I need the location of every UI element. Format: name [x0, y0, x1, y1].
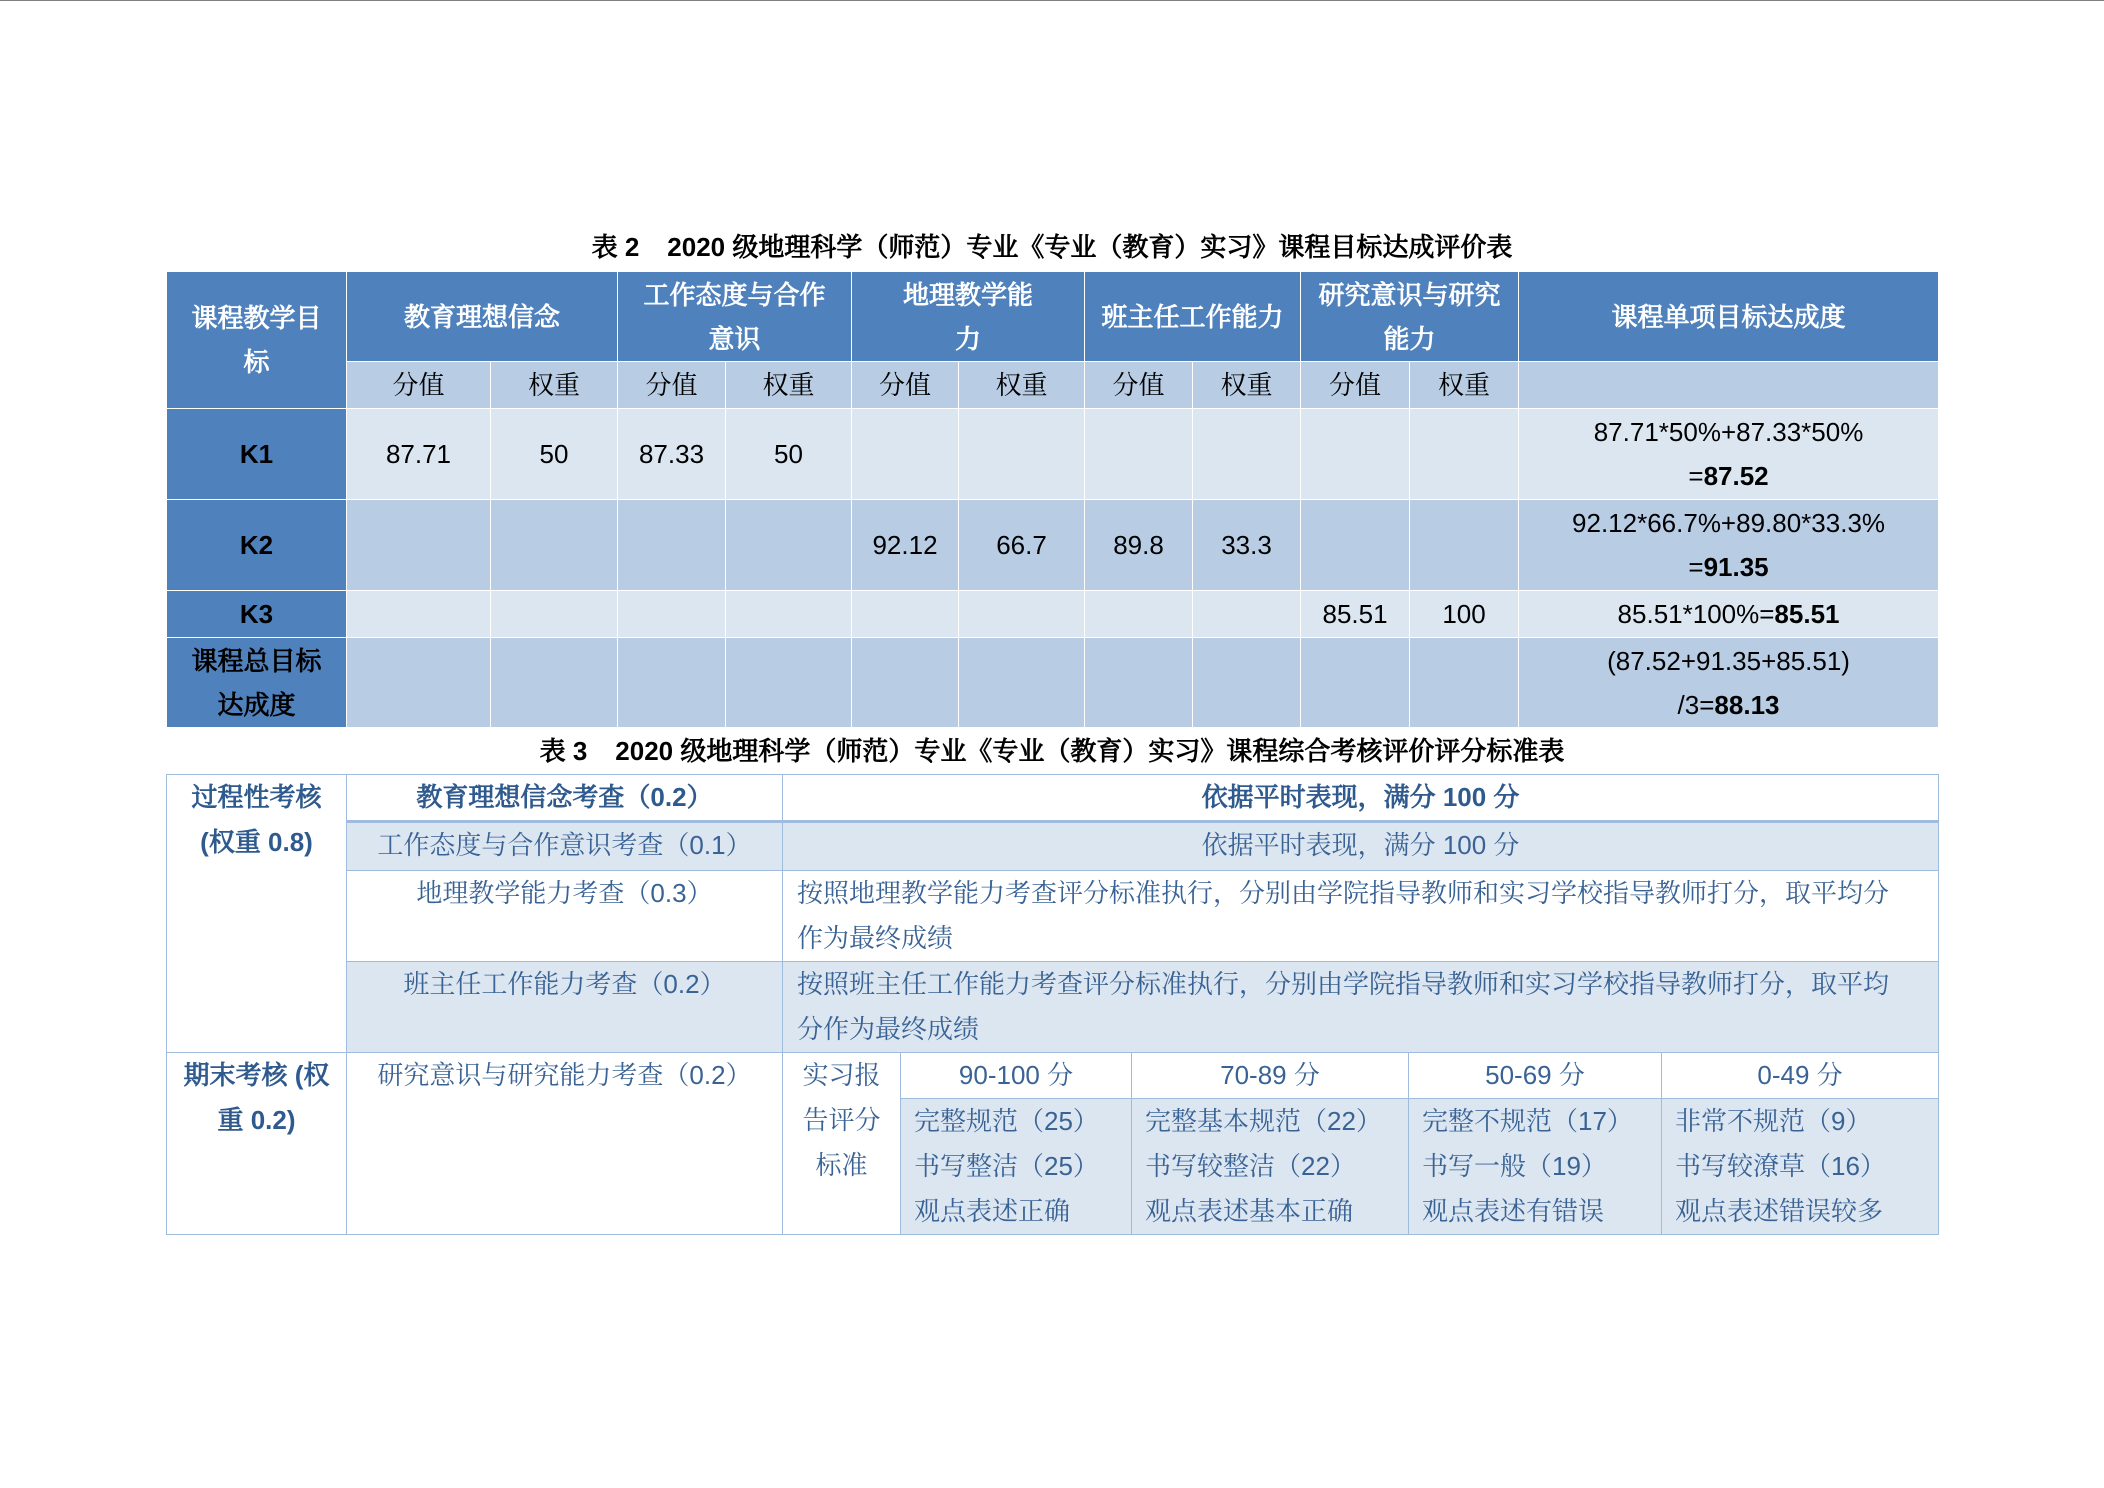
k1-achievement-result — [1519, 454, 1938, 498]
table2-subheader-row — [167, 362, 1939, 409]
header-group-teaching — [852, 272, 1085, 362]
row-label-k1: K1 — [167, 409, 347, 500]
process-row-teaching — [167, 871, 1939, 962]
criteria-line: 观点表述基本正确 — [1145, 1196, 1354, 1226]
empty-cell — [1193, 638, 1301, 728]
process-row-ideal — [167, 775, 1939, 822]
empty-cell — [1193, 409, 1301, 500]
subheader-score: 分值 — [618, 362, 726, 409]
header-group-attitude — [618, 272, 852, 362]
table2-row-k3 — [167, 591, 1939, 638]
k1-ideal-score: 87.71 — [347, 409, 491, 500]
result-value: 88.13 — [1714, 689, 1780, 720]
empty-cell — [1410, 500, 1519, 591]
row-label-k3: K3 — [167, 591, 347, 638]
total-achievement — [1519, 638, 1939, 728]
result-value: 87.52 — [1703, 461, 1769, 491]
process-item-standard: 按照地理教学能力考查评分标准执行，分别由学院指导教师和实习学校指导教师打分，取平均分作为最终成绩 — [783, 871, 1939, 962]
criteria-line: 书写整洁（25） — [914, 1151, 1099, 1181]
k1-ideal-weight: 50 — [491, 409, 618, 500]
criteria-line: 完整规范（25） — [914, 1106, 1099, 1136]
grade-criteria-70-89 — [1132, 1099, 1409, 1235]
header-group-label: 工作态度与合作意识 — [643, 279, 826, 354]
header-achievement: 课程单项目标达成度 — [1519, 272, 1939, 362]
empty-cell — [1085, 409, 1193, 500]
process-item-standard: 依据平时表现，满分 100 分 — [783, 822, 1939, 871]
empty-cell — [1085, 638, 1193, 728]
result-prefix: /3= — [1677, 689, 1715, 720]
row-label-k2: K2 — [167, 500, 347, 591]
criteria-line: 完整不规范（17） — [1422, 1106, 1633, 1136]
k2-teaching-weight: 66.7 — [959, 500, 1085, 591]
empty-cell — [347, 638, 491, 728]
criteria-line: 观点表述正确 — [914, 1196, 1071, 1226]
k1-attitude-score: 87.33 — [618, 409, 726, 500]
process-row-headteacher — [167, 962, 1939, 1053]
report-rubric-label: 实习报告评分标准 — [783, 1053, 901, 1235]
process-item-standard: 依据平时表现，满分 100 分 — [783, 775, 1939, 822]
subheader-score: 分值 — [1085, 362, 1193, 409]
k3-achievement — [1519, 591, 1939, 638]
result-value: 91.35 — [1703, 552, 1769, 582]
empty-cell — [1085, 591, 1193, 638]
header-group-headteacher — [1085, 272, 1301, 362]
criteria-line: 完整基本规范（22） — [1145, 1106, 1382, 1136]
subheader-weight: 权重 — [1193, 362, 1301, 409]
process-item-name: 地理教学能力考查（0.3） — [347, 871, 783, 962]
grade-range: 0-49 分 — [1662, 1053, 1939, 1099]
grade-range: 70-89 分 — [1132, 1053, 1409, 1099]
table2-row-total — [167, 638, 1939, 728]
criteria-line: 书写较整洁（22） — [1145, 1151, 1356, 1181]
empty-cell — [852, 591, 959, 638]
final-assessment-label — [167, 1053, 347, 1235]
header-group-label: 班主任工作能力 — [1101, 301, 1284, 332]
subheader-weight: 权重 — [491, 362, 618, 409]
k1-achievement — [1519, 409, 1939, 500]
k2-achievement — [1519, 500, 1939, 591]
empty-cell — [852, 409, 959, 500]
result-prefix: = — [1688, 552, 1704, 582]
table2-header-row — [167, 272, 1939, 362]
k2-headteacher-score: 89.8 — [1085, 500, 1193, 591]
empty-cell — [726, 638, 852, 728]
k1-attitude-weight: 50 — [726, 409, 852, 500]
header-group-label: 地理教学能力 — [903, 279, 1034, 354]
empty-cell — [1301, 409, 1410, 500]
header-course-objective-label: 课程教学目标 — [191, 303, 322, 377]
table2-caption — [0, 227, 2104, 267]
comprehensive-assessment-rubric-table — [166, 774, 1939, 1235]
empty-cell — [1410, 638, 1519, 728]
k2-achievement-formula: 92.12*66.7%+89.80*33.3% — [1572, 508, 1886, 538]
empty-cell — [726, 500, 852, 591]
grade-criteria-50-69 — [1409, 1099, 1662, 1235]
empty-cell — [491, 591, 618, 638]
empty-cell — [618, 638, 726, 728]
grade-range: 90-100 分 — [901, 1053, 1132, 1099]
table2-row-k2 — [167, 500, 1939, 591]
criteria-line: 观点表述错误较多 — [1675, 1196, 1884, 1226]
k2-headteacher-weight: 33.3 — [1193, 500, 1301, 591]
grade-criteria-90-100 — [901, 1099, 1132, 1235]
table2-number: 表 2 — [591, 232, 640, 262]
process-assessment-text: 过程性考核 (权重 0.8) — [191, 782, 322, 857]
grade-criteria-0-49 — [1662, 1099, 1939, 1235]
criteria-line: 书写较潦草（16） — [1675, 1151, 1886, 1181]
result-prefix: = — [1688, 461, 1704, 491]
empty-cell — [959, 591, 1085, 638]
result-value: 85.51 — [1774, 599, 1840, 629]
empty-cell — [347, 500, 491, 591]
grade-range: 50-69 分 — [1409, 1053, 1662, 1099]
criteria-line: 书写一般（19） — [1422, 1151, 1607, 1181]
subheader-weight: 权重 — [726, 362, 852, 409]
empty-cell — [1519, 362, 1939, 409]
subheader-score: 分值 — [347, 362, 491, 409]
header-group-label: 研究意识与研究能力 — [1318, 279, 1501, 354]
empty-cell — [1410, 409, 1519, 500]
process-item-name: 班主任工作能力考查（0.2） — [347, 962, 783, 1053]
subheader-weight: 权重 — [959, 362, 1085, 409]
empty-cell — [1301, 500, 1410, 591]
k2-teaching-score: 92.12 — [852, 500, 959, 591]
row-label-total-text: 课程总目标达成度 — [191, 645, 322, 720]
k3-research-score: 85.51 — [1301, 591, 1410, 638]
empty-cell — [959, 409, 1085, 500]
page-top-edge — [0, 0, 2104, 1]
header-group-ideal — [347, 272, 618, 362]
process-item-name: 教育理想信念考查（0.2） — [347, 775, 783, 822]
subheader-score: 分值 — [852, 362, 959, 409]
subheader-weight: 权重 — [1410, 362, 1519, 409]
header-course-objective — [167, 272, 347, 409]
k3-achievement-formula: 85.51*100%= — [1617, 599, 1775, 629]
table2-title: 2020 级地理科学（师范）专业《专业（教育）实习》课程目标达成评价表 — [667, 232, 1513, 262]
empty-cell — [491, 500, 618, 591]
empty-cell — [726, 591, 852, 638]
process-assessment-label — [167, 775, 347, 1053]
empty-cell — [959, 638, 1085, 728]
course-objective-achievement-table — [166, 271, 1939, 728]
empty-cell — [618, 500, 726, 591]
final-item-name: 研究意识与研究能力考查（0.2） — [347, 1053, 783, 1235]
table3-number: 表 3 — [539, 736, 588, 766]
table2-row-k1 — [167, 409, 1939, 500]
header-group-label: 教育理想信念 — [404, 301, 561, 332]
process-item-name: 工作态度与合作意识考查（0.1） — [347, 822, 783, 871]
row-label-total — [167, 638, 347, 728]
subheader-score: 分值 — [1301, 362, 1410, 409]
empty-cell — [852, 638, 959, 728]
k1-achievement-formula: 87.71*50%+87.33*50% — [1593, 417, 1864, 447]
criteria-line: 观点表述有错误 — [1422, 1196, 1605, 1226]
empty-cell — [347, 591, 491, 638]
empty-cell — [618, 591, 726, 638]
table3-title: 2020 级地理科学（师范）专业《专业（教育）实习》课程综合考核评价评分标准表 — [615, 736, 1565, 766]
total-achievement-formula: (87.52+91.35+85.51) — [1607, 645, 1850, 676]
k3-research-weight: 100 — [1410, 591, 1519, 638]
empty-cell — [1301, 638, 1410, 728]
empty-cell — [491, 638, 618, 728]
header-group-research — [1301, 272, 1519, 362]
table3-caption — [0, 731, 2104, 771]
process-item-standard: 按照班主任工作能力考查评分标准执行，分别由学院指导教师和实习学校指导教师打分，取平均分作为最终成绩 — [783, 962, 1939, 1053]
total-achievement-result — [1519, 683, 1938, 727]
empty-cell — [1193, 591, 1301, 638]
final-row-grades — [167, 1053, 1939, 1099]
final-assessment-text: 期末考核 (权重 0.2) — [183, 1060, 330, 1135]
criteria-line: 非常不规范（9） — [1675, 1106, 1872, 1136]
k2-achievement-result — [1519, 545, 1938, 589]
process-row-attitude — [167, 822, 1939, 871]
